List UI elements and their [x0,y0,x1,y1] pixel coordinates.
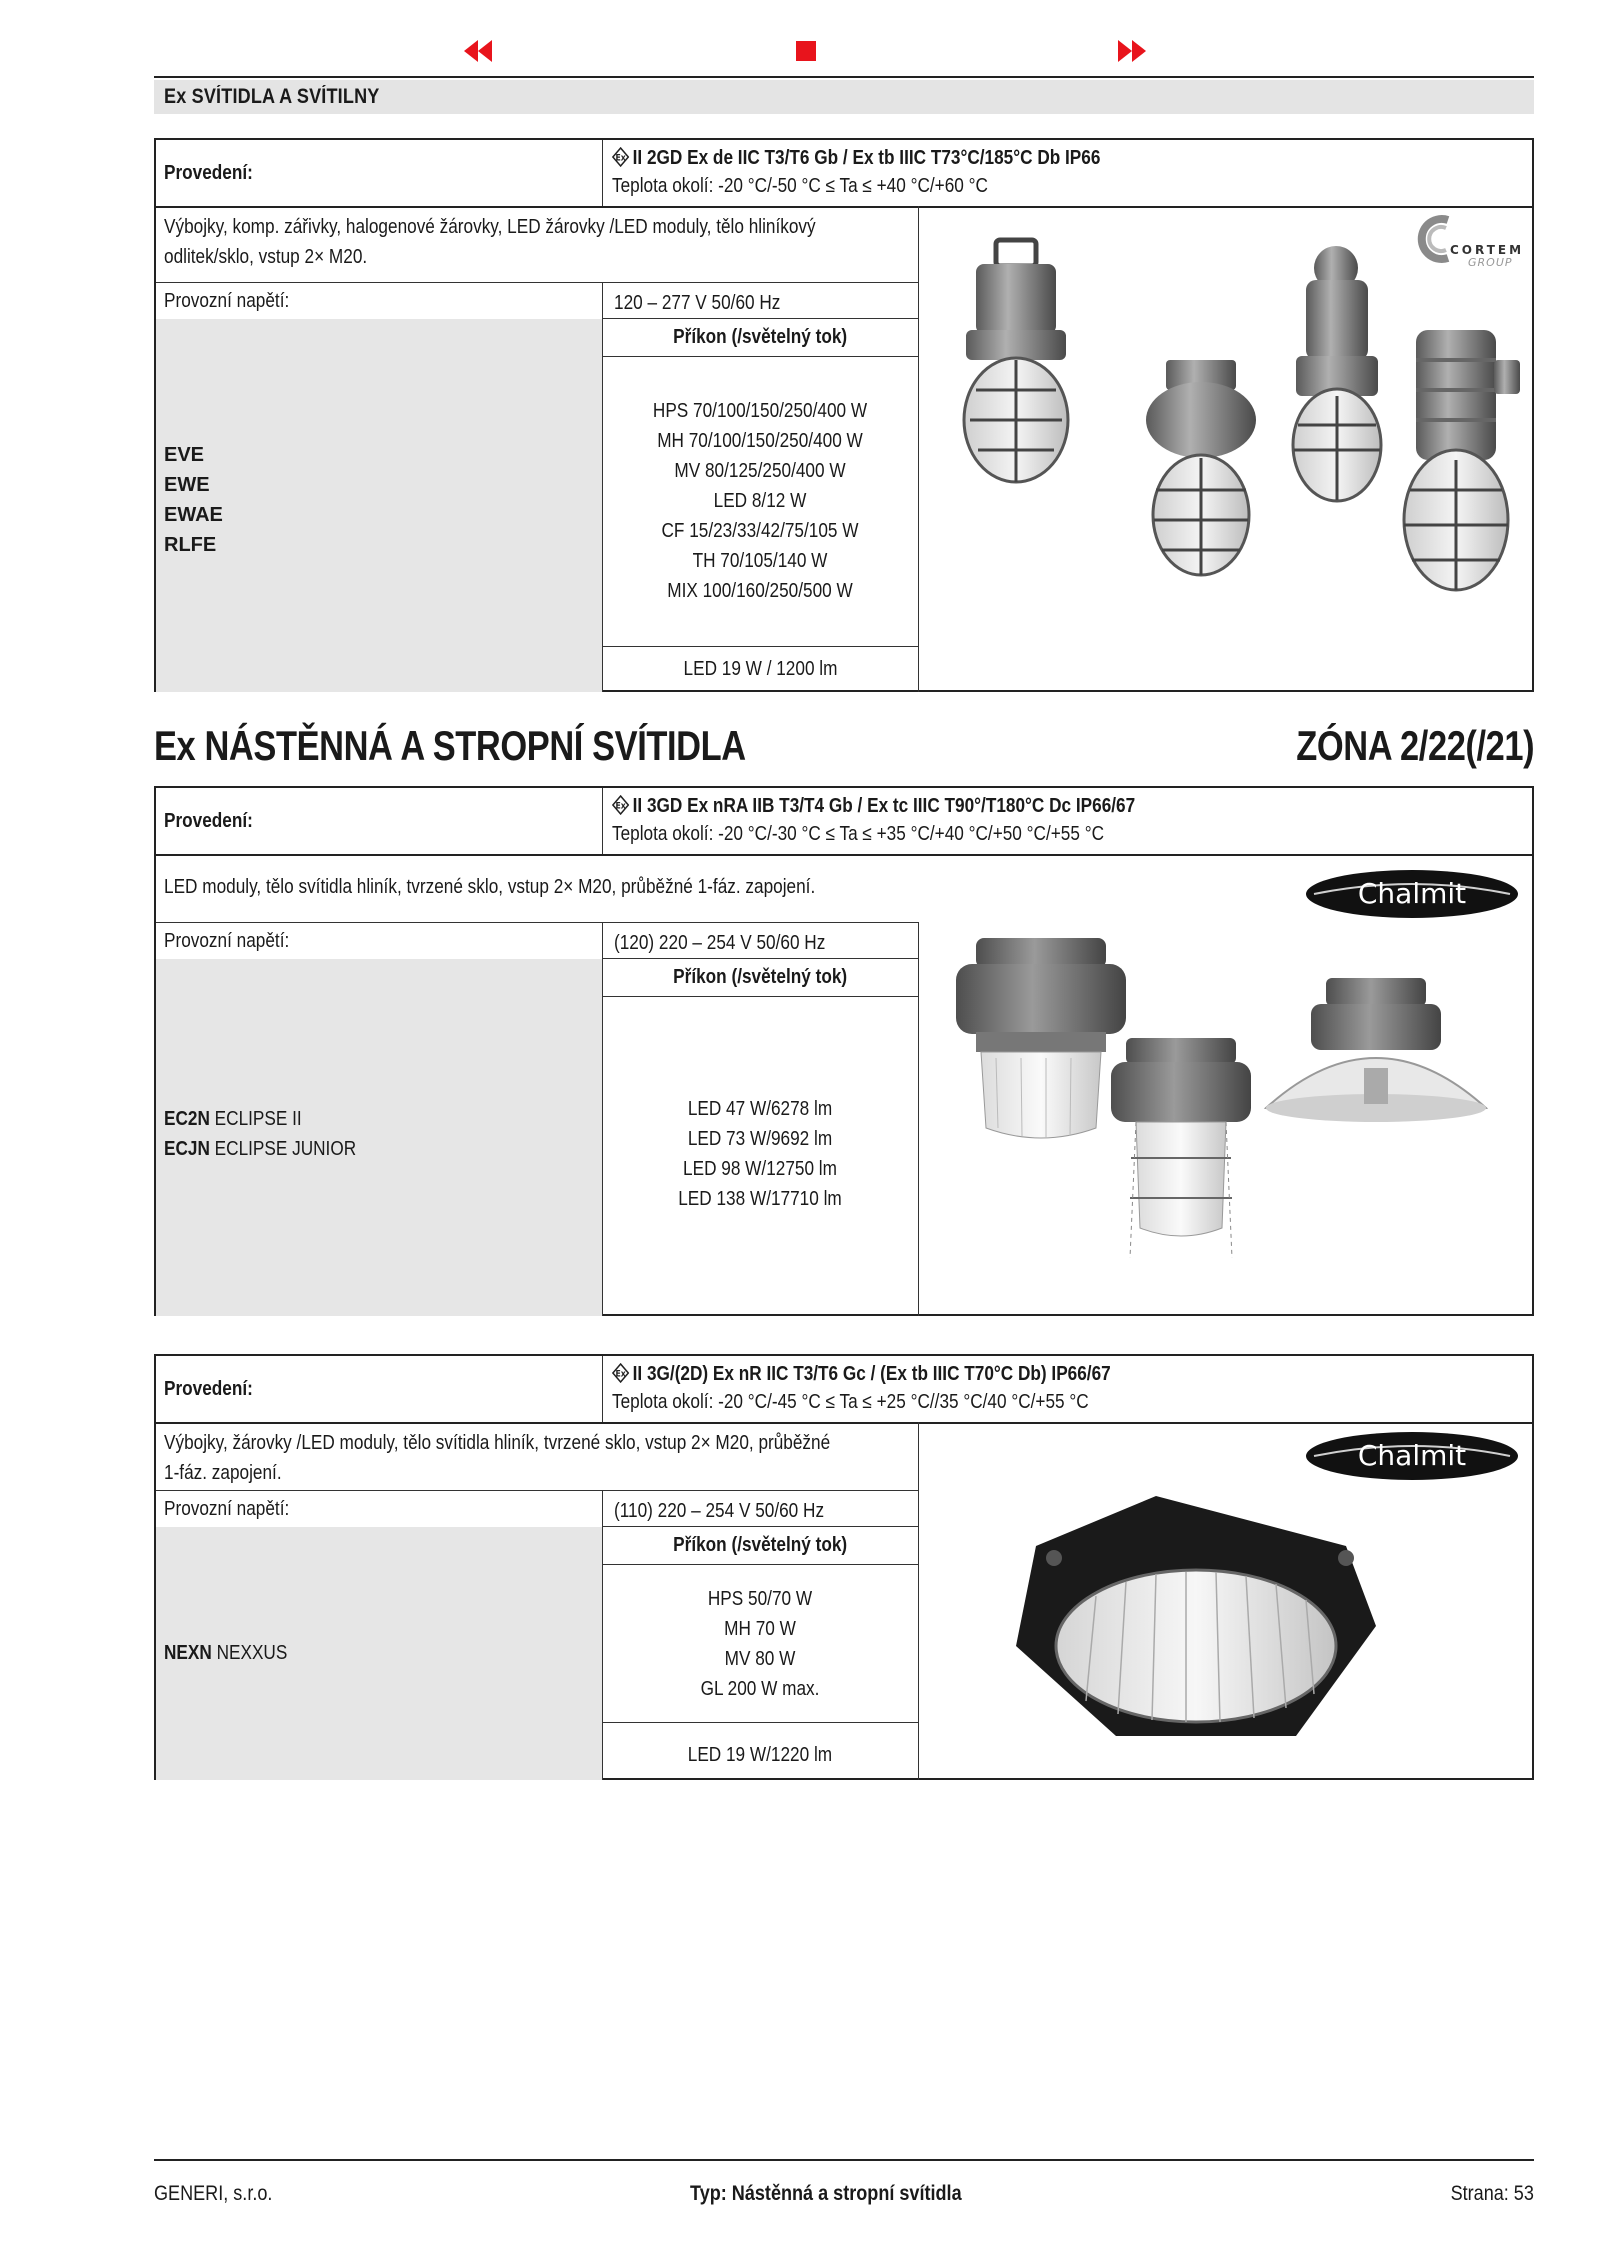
marking-text: II 3GD Ex nRA IIB T3/T4 Gb / Ex tc IIIC T90°/T180°C Dc IP66/67 [632,795,1136,817]
model-name: NEXXUS [216,1642,288,1664]
product-photo [926,928,1526,1314]
power-values [602,396,918,606]
ex-explosion-icon [612,1363,629,1383]
product-photo [926,220,1526,690]
power-value: MIX 100/160/250/500 W [667,580,853,602]
power-value: CF 15/23/33/42/75/105 W [661,520,859,542]
power-value: GL 200 W max. [700,1678,820,1700]
product-table-eve [154,138,1534,692]
next-page-icon[interactable] [1114,36,1150,66]
power-header: Příkon (/světelný tok) [673,326,847,348]
model-list [164,1104,387,1164]
footer-page-number: Strana: 53 [1450,2182,1534,2205]
footer-type: Typ: Nástěnná a stropní svítidla [690,2182,962,2205]
power-values [602,1584,918,1704]
description: LED moduly, tělo svítidla hliník, tvrzené sklo, vstup 2× M20, průběžné 1-fáz. zapojení. [164,876,816,898]
model-code: EWAE [164,504,223,526]
product-table-nexxus [154,1354,1534,1780]
stop-icon[interactable] [790,36,820,66]
model-list [164,1638,307,1668]
svg-text:Chalmit: Chalmit [1357,1439,1467,1472]
protection-marking [612,1360,1512,1416]
provedeni-label: Provedení: [164,1378,253,1400]
led-value: LED 19 W/1220 lm [687,1744,833,1766]
power-value: LED 8/12 W [713,490,807,512]
ex-explosion-icon [612,147,629,167]
model-code: ECJN [164,1138,210,1160]
model-name: ECLIPSE II [214,1108,302,1130]
model-name: ECLIPSE JUNIOR [214,1138,357,1160]
voltage-value: 120 – 277 V 50/60 Hz [614,292,781,314]
model-row [164,1104,356,1134]
page-heading: Ex NÁSTĚNNÁ A STROPNÍ SVÍTIDLA [154,722,746,769]
svg-text:Ex: Ex [615,151,626,163]
power-value: MH 70 W [724,1618,796,1640]
power-value: HPS 70/100/150/250/400 W [652,400,868,422]
ambient-temp: Teplota okolí: -20 °C/-30 °C ≤ Ta ≤ +35 °C/+40 °C/+50 °C/+55 °C [612,823,1105,845]
power-value: HPS 50/70 W [707,1588,813,1610]
model-code: EWE [164,474,210,496]
voltage-label: Provozní napětí: [164,1498,290,1520]
model-row [164,1638,287,1668]
marking-text: II 2GD Ex de IIC T3/T6 Gb / Ex tb IIIC T73°C/185°C Db IP66 [632,147,1101,169]
product-table-eclipse [154,786,1534,1316]
description: Výbojky, žárovky /LED moduly, tělo svítidla hliník, tvrzené sklo, vstup 2× M20, průběžné 1-fáz. zapojení. [164,1432,831,1484]
model-code: EVE [164,444,205,466]
ambient-temp: Teplota okolí: -20 °C/-50 °C ≤ Ta ≤ +40 °C/+60 °C [612,175,988,197]
power-header: Příkon (/světelný tok) [673,966,847,988]
model-row [164,1134,356,1164]
power-value: LED 47 W/6278 lm [687,1098,833,1120]
marking-text: II 3G/(2D) Ex nR IIC T3/T6 Gc / (Ex tb IIIC T70°C Db) IP66/67 [632,1363,1111,1385]
led-value: LED 19 W / 1200 lm [683,658,837,680]
voltage-value: (110) 220 – 254 V 50/60 Hz [614,1500,825,1522]
model-code: EC2N [164,1108,210,1130]
provedeni-label: Provedení: [164,810,253,832]
zone-heading: ZÓNA 2/22(/21) [1296,722,1534,769]
power-value: LED 98 W/12750 lm [683,1158,837,1180]
description: Výbojky, komp. zářivky, halogenové žárovky, LED žárovky /LED moduly, tělo hliníkový odlitek/sklo, vstup 2× M20. [164,216,816,268]
power-value: LED 73 W/9692 lm [687,1128,833,1150]
voltage-value: (120) 220 – 254 V 50/60 Hz [614,932,826,954]
power-value: LED 138 W/17710 lm [678,1188,842,1210]
power-values [602,1094,918,1214]
footer-company: GENERI, s.r.o. [154,2182,273,2205]
power-value: MV 80/125/250/400 W [674,460,846,482]
power-value: MH 70/100/150/250/400 W [657,430,863,452]
brand-sub: GROUP [1468,256,1513,269]
model-list [164,440,223,560]
section-title: Ex SVÍTIDLA A SVÍTILNY [164,85,380,108]
ex-explosion-icon [612,795,629,815]
model-code: RLFE [164,534,217,556]
protection-marking [612,144,1512,200]
provedeni-label: Provedení: [164,162,253,184]
chalmit-logo [1304,1430,1520,1482]
product-photo [996,1486,1416,1776]
section-title-bar [154,80,1534,114]
power-value: TH 70/105/140 W [692,550,828,572]
power-value: MV 80 W [724,1648,796,1670]
svg-text:Chalmit: Chalmit [1357,877,1467,910]
previous-page-icon[interactable] [460,36,496,66]
footer-rule [154,2159,1534,2161]
brand-name: CORTEM [1450,243,1525,257]
power-header: Příkon (/světelný tok) [673,1534,847,1556]
top-rule [154,76,1534,78]
ambient-temp: Teplota okolí: -20 °C/-45 °C ≤ Ta ≤ +25 °C//35 °C/40 °C/+55 °C [612,1391,1089,1413]
voltage-label: Provozní napětí: [164,290,290,312]
protection-marking [612,792,1512,848]
chalmit-logo [1304,868,1520,920]
svg-text:Ex: Ex [615,799,626,811]
svg-text:Ex: Ex [615,1367,626,1379]
model-code: NEXN [164,1642,212,1664]
voltage-label: Provozní napětí: [164,930,290,952]
